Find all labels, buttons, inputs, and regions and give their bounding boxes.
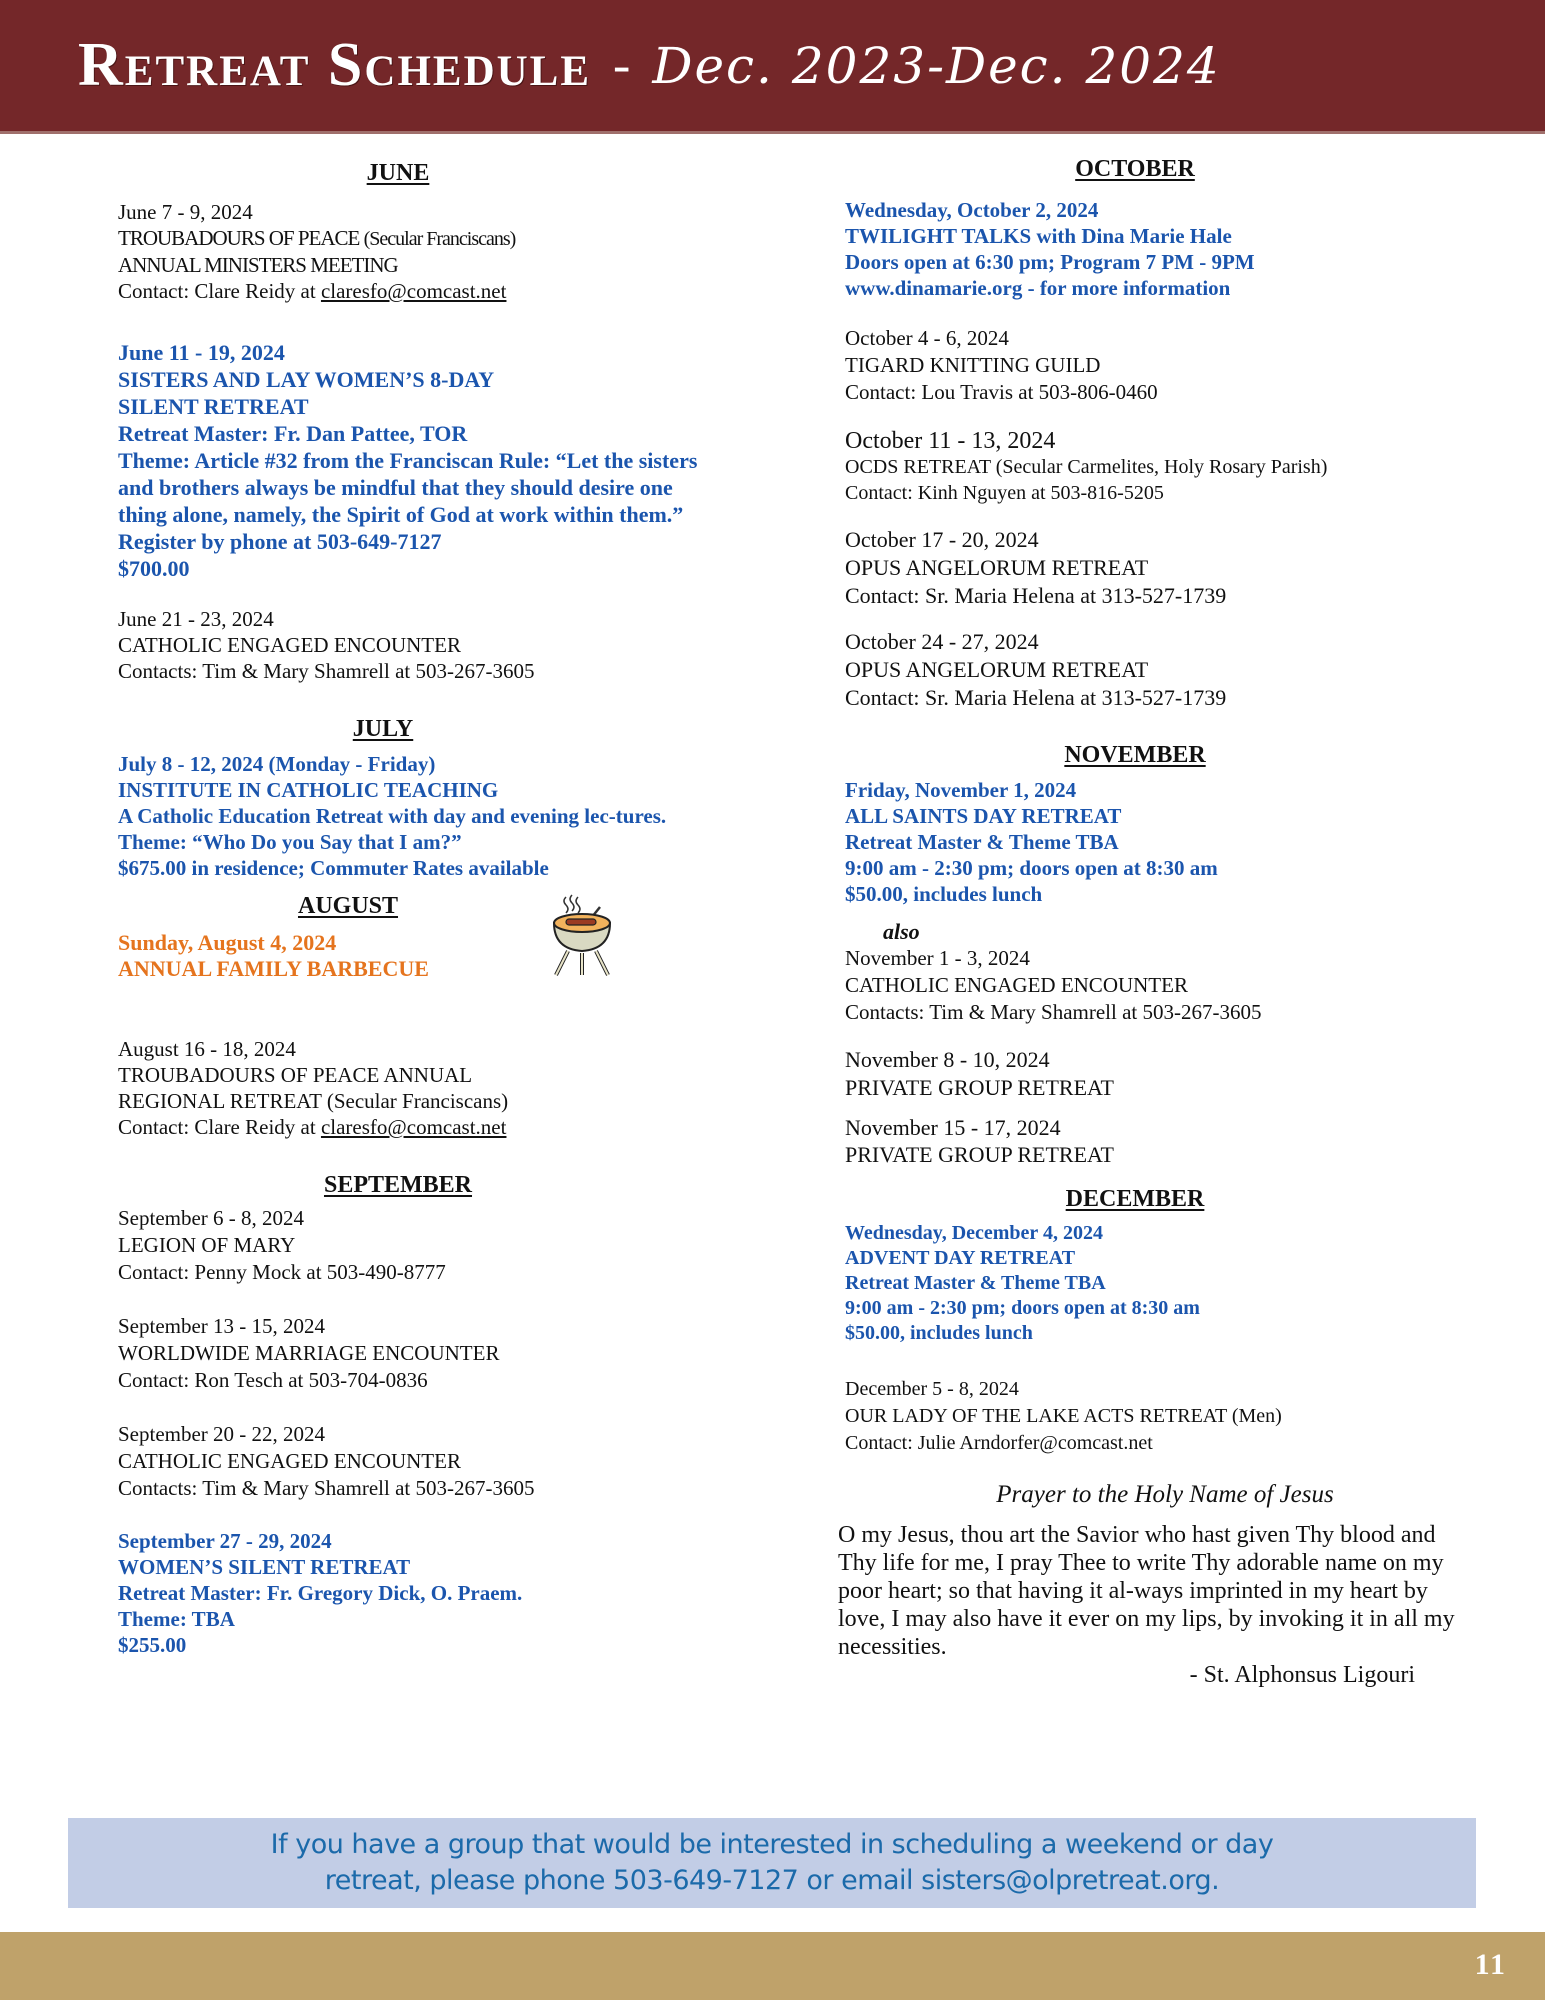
month-heading-august: AUGUST: [297, 893, 399, 919]
event-date: June 11 - 19, 2024: [118, 340, 285, 365]
event-title: TIGARD KNITTING GUILD: [845, 353, 1101, 377]
schedule-date-range: Dec. 2023-Dec. 2024: [652, 36, 1221, 95]
event-title: TWILIGHT TALKS with Dina Marie Hale: [845, 224, 1232, 248]
event-october-11: [845, 428, 1485, 506]
left-column: [118, 160, 718, 1658]
event-contact: Contact: Sr. Maria Helena at 313-527-1739: [845, 685, 1227, 710]
event-description: A Catholic Education Retreat with day and evening lec-tures.: [118, 804, 667, 828]
event-title: OCDS RETREAT (Secular Carmelites, Holy Rosary Parish): [845, 456, 1328, 478]
event-register: Register by phone at 503-649-7127: [118, 529, 442, 554]
event-title: WOMEN’S SILENT RETREAT: [118, 1555, 411, 1579]
event-title-2: SILENT RETREAT: [118, 394, 309, 419]
event-date: Friday, November 1, 2024: [845, 778, 1077, 802]
event-september-20: [118, 1421, 718, 1502]
event-november-15: [845, 1114, 1485, 1168]
event-date: November 8 - 10, 2024: [845, 1047, 1050, 1072]
event-november-8: [845, 1046, 1485, 1102]
event-time: 9:00 am - 2:30 pm; doors open at 8:30 am: [845, 856, 1218, 880]
page-header: [0, 0, 1545, 134]
event-title: ADVENT DAY RETREAT: [845, 1247, 1076, 1269]
contact-text: Contact: Clare Reidy at: [118, 1115, 321, 1139]
event-date: Wednesday, December 4, 2024: [845, 1222, 1103, 1244]
event-october-24: [845, 628, 1485, 712]
event-date: July 8 - 12, 2024 (Monday - Friday): [118, 752, 436, 776]
event-september-13: [118, 1313, 718, 1394]
event-date: September 27 - 29, 2024: [118, 1529, 332, 1553]
banner-text: [271, 1827, 1274, 1899]
right-column: [838, 156, 1485, 1689]
event-november-1: [845, 777, 1485, 907]
event-date: December 5 - 8, 2024: [845, 1378, 1019, 1400]
event-august-4: [118, 930, 718, 982]
banner-line-2: retreat, please phone 503-649-7127 or email sisters@olpretreat.org.: [324, 1865, 1220, 1896]
prayer-body: O my Jesus, thou art the Savior who hast given Thy blood and Thy life for me, I pray Thee to write Thy adorable name on my poor heart; so that having it al-ways imprinted in my heart by love, I may also have it ever on my lips, by invoking it in all my necessities.: [838, 1522, 1455, 1660]
event-date: November 15 - 17, 2024: [845, 1115, 1061, 1140]
event-title: [118, 225, 718, 252]
prayer-attribution: - St. Alphonsus Ligouri: [1189, 1662, 1415, 1688]
event-date: October 24 - 27, 2024: [845, 629, 1039, 654]
event-december-4: [845, 1221, 1485, 1346]
month-heading-june: JUNE: [366, 160, 430, 186]
prayer-section: [838, 1481, 1485, 1689]
month-section-december: [845, 1186, 1485, 1457]
event-title-main: TROUBADOURS OF PEACE: [118, 226, 364, 250]
event-retreat-master: Retreat Master & Theme TBA: [845, 1272, 1106, 1294]
event-date: October 11 - 13, 2024: [845, 428, 1056, 454]
event-date: June 21 - 23, 2024: [118, 607, 274, 631]
event-price: $675.00 in residence; Commuter Rates available: [118, 856, 549, 880]
event-june-21: [118, 606, 718, 684]
event-title: SISTERS AND LAY WOMEN’S 8-DAY: [118, 367, 495, 392]
event-theme: Theme: Article #32 from the Franciscan Rule: “Let the sisters and brothers always be mindful that they should desire one thing alone, namely, the Spirit of God at work within them.”: [118, 448, 698, 527]
month-heading-december: DECEMBER: [1065, 1186, 1205, 1212]
event-title: CATHOLIC ENGAGED ENCOUNTER: [845, 973, 1188, 997]
event-theme: Theme: “Who Do you Say that I am?”: [118, 830, 462, 854]
page-number: 11: [1474, 1948, 1507, 1981]
event-date: Sunday, August 4, 2024: [118, 930, 337, 955]
prayer-title: Prayer to the Holy Name of Jesus: [996, 1481, 1334, 1508]
barbecue-grill-icon: [548, 893, 618, 982]
page-title: Retreat Schedule: [78, 31, 592, 99]
event-title: OPUS ANGELORUM RETREAT: [845, 657, 1149, 682]
event-contact: Contact: Penny Mock at 503-490-8777: [118, 1260, 446, 1284]
event-title-2: REGIONAL RETREAT (Secular Franciscans): [118, 1089, 509, 1113]
event-retreat-master: Retreat Master & Theme TBA: [845, 830, 1119, 854]
also-label: also: [883, 919, 920, 944]
event-october-2: [845, 197, 1485, 301]
event-price: $700.00: [118, 556, 190, 581]
event-contact: Contact: Kinh Nguyen at 503-816-5205: [845, 482, 1164, 504]
event-date: Wednesday, October 2, 2024: [845, 198, 1099, 222]
month-section-september: [118, 1172, 718, 1658]
event-title: OUR LADY OF THE LAKE ACTS RETREAT (Men): [845, 1405, 1282, 1427]
event-contact: Contact: Ron Tesch at 503-704-0836: [118, 1368, 428, 1392]
page-footer: [0, 1932, 1545, 2000]
event-theme: Theme: TBA: [118, 1607, 235, 1631]
event-date: September 6 - 8, 2024: [118, 1206, 305, 1230]
event-retreat-master: Retreat Master: Fr. Dan Pattee, TOR: [118, 421, 468, 446]
email-link[interactable]: claresfo@comcast.net: [320, 279, 507, 303]
month-heading-october: OCTOBER: [1075, 156, 1195, 182]
event-june-11: [118, 339, 718, 582]
month-heading-september: SEPTEMBER: [323, 1172, 473, 1198]
event-date: September 20 - 22, 2024: [118, 1422, 326, 1446]
month-section-june: [118, 160, 718, 684]
event-title: TROUBADOURS OF PEACE ANNUAL: [118, 1063, 473, 1087]
event-info-link[interactable]: www.dinamarie.org - for more information: [845, 276, 1231, 300]
event-date: August 16 - 18, 2024: [118, 1037, 296, 1061]
event-contact: Contacts: Tim & Mary Shamrell at 503-267-3605: [118, 1476, 535, 1500]
event-contact: Contact: Sr. Maria Helena at 313-527-1739: [845, 583, 1227, 608]
month-section-july: [118, 716, 718, 881]
event-title: ALL SAINTS DAY RETREAT: [845, 804, 1122, 828]
event-contact: Contact: Julie Arndorfer@comcast.net: [845, 1432, 1153, 1454]
event-title: LEGION OF MARY: [118, 1233, 296, 1257]
contact-banner: [68, 1818, 1476, 1908]
month-section-november: [845, 742, 1485, 1168]
contact-text: Contact: Clare Reidy at: [118, 279, 321, 303]
event-august-16: [118, 1036, 718, 1140]
event-september-27: [118, 1528, 718, 1658]
event-price: $50.00, includes lunch: [845, 1322, 1033, 1344]
event-july-8: [118, 751, 718, 881]
banner-line-1: If you have a group that would be interested in scheduling a weekend or day: [270, 1829, 1274, 1860]
event-date: October 17 - 20, 2024: [845, 527, 1039, 552]
month-section-october: [845, 156, 1485, 712]
event-title-sub: (Secular Franciscans): [363, 228, 516, 250]
event-time: Doors open at 6:30 pm; Program 7 PM - 9PM: [845, 250, 1255, 274]
event-october-17: [845, 526, 1485, 610]
event-november-1-3: [845, 945, 1485, 1026]
event-september-6: [118, 1205, 718, 1286]
event-contact: Contacts: Tim & Mary Shamrell at 503-267-3605: [845, 1000, 1262, 1024]
event-title: OPUS ANGELORUM RETREAT: [845, 555, 1149, 580]
event-contact: Contact: Lou Travis at 503-806-0460: [845, 380, 1158, 404]
month-heading-july: JULY: [352, 716, 414, 742]
event-time: 9:00 am - 2:30 pm; doors open at 8:30 am: [845, 1297, 1200, 1319]
event-title: WORLDWIDE MARRIAGE ENCOUNTER: [118, 1341, 500, 1365]
month-section-august: [118, 893, 718, 1140]
event-title: PRIVATE GROUP RETREAT: [845, 1075, 1114, 1100]
event-date: November 1 - 3, 2024: [845, 946, 1030, 970]
event-title: CATHOLIC ENGAGED ENCOUNTER: [118, 1449, 461, 1473]
event-june-7: [118, 199, 718, 304]
event-december-5: [845, 1376, 1485, 1457]
event-retreat-master: Retreat Master: Fr. Gregory Dick, O. Praem.: [118, 1581, 523, 1605]
title-separator: -: [613, 37, 631, 94]
event-title-2: ANNUAL MINISTERS MEETING: [118, 253, 398, 277]
event-title: CATHOLIC ENGAGED ENCOUNTER: [118, 633, 461, 657]
event-title: PRIVATE GROUP RETREAT: [845, 1142, 1114, 1167]
event-date: October 4 - 6, 2024: [845, 326, 1009, 350]
event-october-4: [845, 325, 1485, 406]
event-title: ANNUAL FAMILY BARBECUE: [118, 956, 429, 981]
event-contact: Contacts: Tim & Mary Shamrell at 503-267-3605: [118, 659, 535, 683]
event-price: $255.00: [118, 1633, 187, 1657]
event-date: September 13 - 15, 2024: [118, 1314, 326, 1338]
event-price: $50.00, includes lunch: [845, 882, 1043, 906]
event-contact: [118, 1114, 718, 1140]
event-date: June 7 - 9, 2024: [118, 200, 253, 224]
event-contact: [118, 278, 718, 304]
email-link[interactable]: claresfo@comcast.net: [320, 1115, 507, 1139]
month-heading-november: NOVEMBER: [1064, 742, 1206, 768]
event-title: INSTITUTE IN CATHOLIC TEACHING: [118, 778, 499, 802]
